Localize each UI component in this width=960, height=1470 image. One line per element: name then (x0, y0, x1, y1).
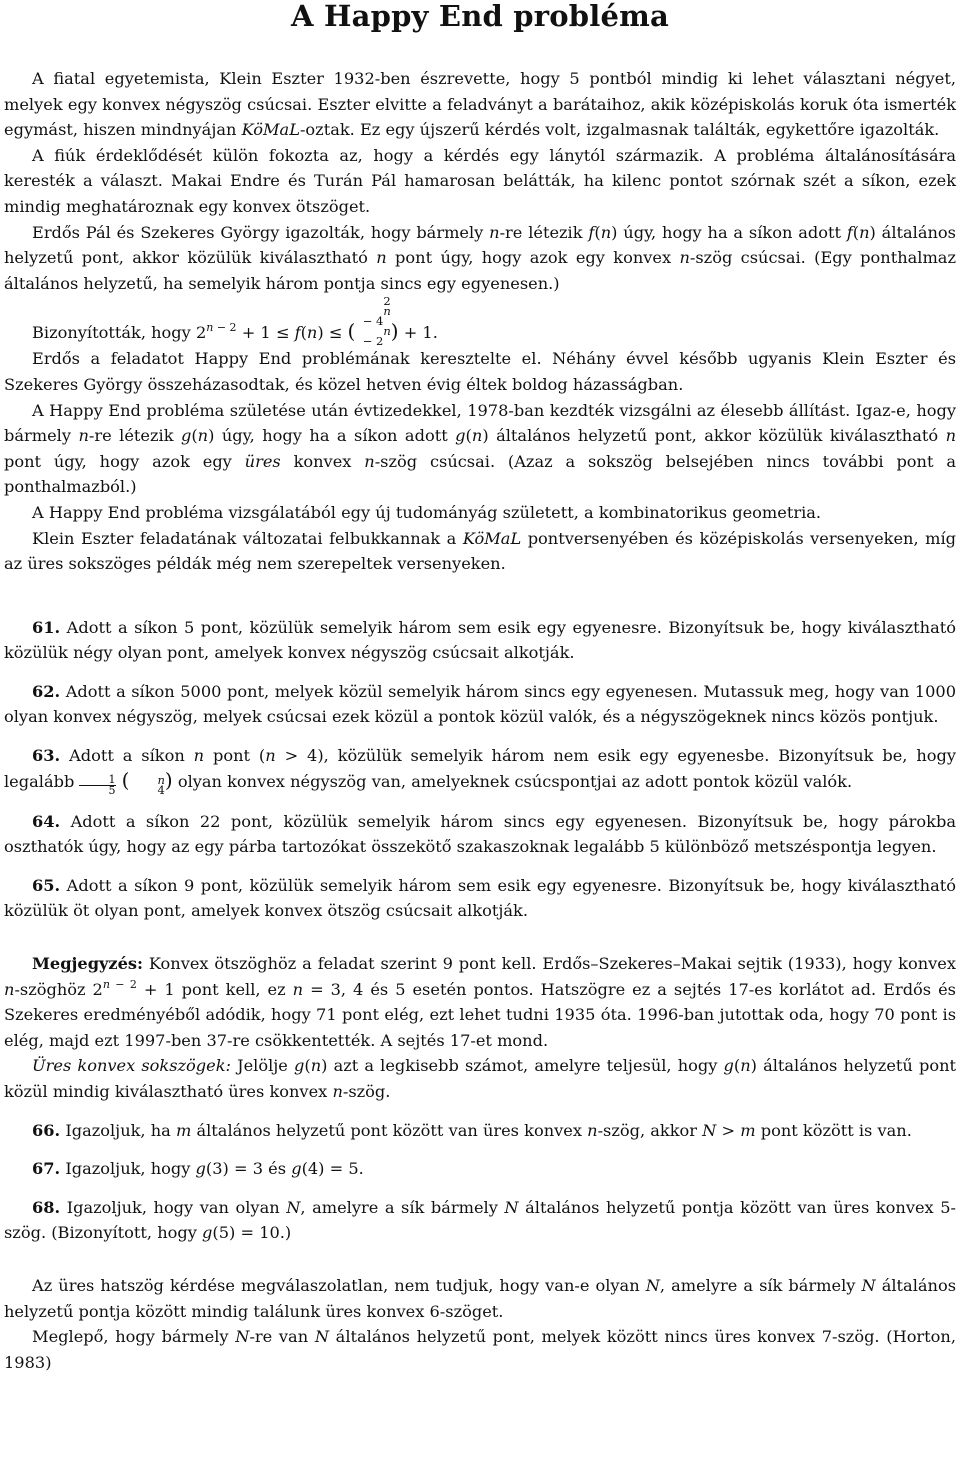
empty-polygon-label: Üres konvex sokszögek: (32, 1056, 231, 1076)
fraction: $\frac{1}{5}$ (79, 775, 116, 796)
note-paragraph: Megjegyzés: Konvex ötszöghöz a feladat szerint 9 pont kell. Erdős–Szekeres–Makai sejtik (1933), hogy konvex n-szöghöz $2^{n - 2} + 1$ pont kell, ez n = 3, 4 és 5 esetén pontos. Hatszögre ez a sejtés 17-es korlátot ad. Erdős és Szekeres eredményéből adódik, hogy 71 pont elég, ezt lehet tudni 1935 óta. 1996-ban jutottak oda, hogy 70 pont is elég, majd ezt 1997-ben 37-re csökkentették. A sejtés 17-et mond. (4, 954, 956, 1050)
problem-66: 66. Igazoljuk, ha m általános helyzetű pont között van üres konvex n-szög, akkor N > m pont között is van. (32, 1120, 912, 1140)
binomial-coefficient: n 4 (157, 772, 165, 797)
outro-paragraph-2: Meglepő, hogy bármely N-re van N általános helyzetű pont, melyek között nincs üres konvex 7-szög. (Horton, 1983) (4, 1327, 956, 1372)
problem-number: 61. (32, 617, 61, 637)
problem-68: 68. Igazoljuk, hogy van olyan N, amelyre a sík bármely N általános helyzetű pontja között van üres konvex 5-szög. (Bizonyított, hogy g(5) = 10.) (4, 1197, 957, 1243)
problem-63: 63. Adott a síkon n pont (n > 4), közülük semelyik három nem esik egy egyenesbe. Bizonyítsuk be, hogy legalább $\frac{1}{5}$ ( n 4 ) olyan konvex négyszög van, amelyeknek csúcspontjai az adott pontok közül valók. (4, 746, 956, 797)
problem-number: 67. (32, 1159, 61, 1179)
problem-number: 64. (32, 811, 61, 831)
intro-paragraph-3: Erdős Pál és Szekeres György igazolták, hogy bármely n-re létezik f(n) úgy, hogy ha a síkon adott f(n) általános helyzetű pont, akkor közülük kiválasztható n pont úgy, hogy azok egy konvex n-szög csúcsai. (Egy ponthalmaz általános helyzetű, ha semelyik három pontja sincs egy egyenesen.) (4, 222, 956, 293)
problem-number: 62. (32, 681, 61, 701)
problem-number: 65. (32, 875, 61, 895)
problem-number: 68. (32, 1197, 61, 1217)
intro-paragraph-1: A fiatal egyetemista, Klein Eszter 1932-ben észrevette, hogy 5 pontból mindig ki lehet választani négyet, melyek egy konvex négyszög csúcsai. Eszter elvitte a feladványt a barátaihoz, akik középiskolás koruk óta ismerték egymást, hiszen mindnyájan KöMaL-oztak. Ez egy újszerű kérdés volt, izgalmasnak találták, egykettőre igazolták. (4, 69, 956, 140)
problem-number: 66. (32, 1120, 61, 1140)
problem-65: 65. Adott a síkon 9 pont, közülük semelyik három sem esik egy egyenesre. Bizonyítsuk be, hogy kiválasztható közülük öt olyan pont, amelyek konvex ötszög csúcsait alkotják. (4, 875, 956, 921)
empty-polygon-paragraph: Üres konvex sokszögek: Jelölje g(n) azt a legkisebb számot, amelyre teljesül, hogy g(n) általános helyzetű pont közül mindig kiválasztható üres konvex n-szög. (4, 1056, 956, 1101)
problem-61: 61. Adott a síkon 5 pont, közülük semelyik három sem esik egy egyenesre. Bizonyítsuk be, hogy kiválasztható közülük négy olyan pont, amelyek konvex négyszög csúcsait alkotják. (4, 617, 956, 663)
page-title: A Happy End probléma (291, 0, 669, 33)
note-label: Megjegyzés: (32, 954, 143, 974)
problem-number: 63. (32, 746, 61, 766)
intro-paragraph-6: A Happy End probléma születése után évtizedekkel, 1978-ban kezdték vizsgálni az élesebb állítást. Igaz-e, hogy bármely n-re létezik g(n) úgy, hogy ha a síkon adott g(n) általános helyzetű pont, akkor közülük kiválasztható n pont úgy, hogy azok egy üres konvex n-szög csúcsai. (Azaz a sokszög belsejében nincs további pont a ponthalmazból.) (4, 400, 957, 497)
problem-67: 67. Igazoljuk, hogy g(3) = 3 és g(4) = 5. (32, 1159, 364, 1179)
intro-bound-formula: Bizonyították, hogy $2^{n - 2} + 1 \le f(n)$ ≤ ( 2 n − 4 n − 2 ) + 1. (32, 294, 438, 349)
intro-paragraph-2: A fiúk érdeklődését külön fokozta az, hogy a kérdés egy lánytól származik. A probléma általánosítására keresték a választ. Makai Endre és Turán Pál hamarosan belátták, ha kilenc pontot szórnak szét a síkon, ezek mindig meghatároznak egy konvex ötszöget. (4, 145, 956, 216)
intro-paragraph-7: A Happy End probléma vizsgálatából egy új tudományág született, a kombinatorikus geometria. (32, 502, 822, 522)
intro-paragraph-5: Erdős a feladatot Happy End problémának keresztelte el. Néhány évvel később ugyanis Klein Eszter és Szekeres György összeházasodtak, és közel hetven évig éltek boldog házasságban. (4, 349, 956, 394)
outro-paragraph-1: Az üres hatszög kérdése megválaszolatlan, nem tudjuk, hogy van-e olyan N, amelyre a sík bármely N általános helyzetű pontja között mindig találunk üres konvex 6-szöget. (4, 1275, 957, 1321)
binomial-coefficient: 2 n − 4 n − 2 (362, 294, 391, 349)
problem-64: 64. Adott a síkon 22 pont, közülük semelyik három sincs egy egyenesen. Bizonyítsuk be, hogy párokba oszthatók úgy, hogy az egy párba tartozókat összekötő szakaszoknak legalább 5 különböző metszéspontja legyen. (4, 811, 956, 857)
intro-paragraph-8: Klein Eszter feladatának változatai felbukkannak a KöMaL pontversenyében és középiskolás versenyeken, míg az üres sokszöges példák még nem szerepeltek versenyeken. (4, 528, 956, 574)
problem-62: 62. Adott a síkon 5000 pont, melyek közül semelyik három sincs egy egyenesen. Mutassuk meg, hogy van 1000 olyan konvex négyszög, melyek csúcsai ezek közül a pontok közül valók, és a négyszögeknek nincs közös pontjuk. (4, 681, 956, 727)
